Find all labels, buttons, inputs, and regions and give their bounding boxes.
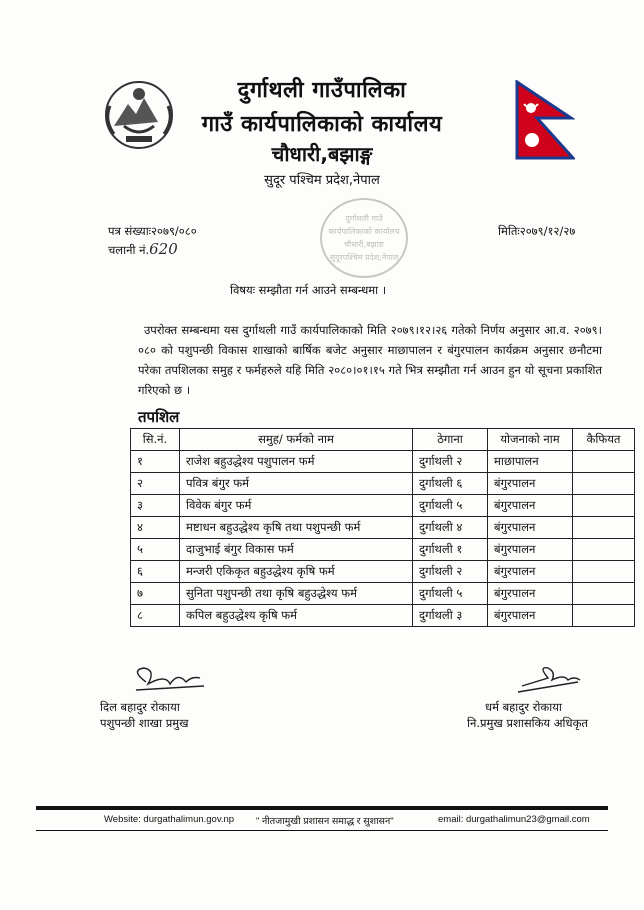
cell-scheme: माछापालन: [488, 451, 573, 473]
cell-remarks: [573, 605, 635, 627]
table-row: [131, 561, 635, 583]
office-province: सुदूर पश्चिम प्रदेश,नेपाल: [264, 173, 380, 188]
table-row: [131, 517, 635, 539]
table-row: [131, 539, 635, 561]
right-signatory-title: नि.प्रमुख प्रशासकिय अधिकृत: [467, 716, 588, 730]
cell-address: दुर्गाथली २: [413, 451, 488, 473]
cell-serial: ६: [131, 561, 180, 583]
cell-scheme: बंगुरपालन: [488, 495, 573, 517]
cell-address: दुर्गाथली ५: [413, 583, 488, 605]
cell-scheme: बंगुरपालन: [488, 583, 573, 605]
cell-address: दुर्गाथली १: [413, 539, 488, 561]
cell-serial: ३: [131, 495, 180, 517]
cell-scheme: बंगुरपालन: [488, 517, 573, 539]
schedule-table: [130, 428, 635, 627]
stamp-line3: चौधारी,बझाङ: [344, 240, 384, 249]
cell-address: दुर्गाथली ४: [413, 517, 488, 539]
office-subtitle: गाउँ कार्यपालिकाको कार्यालय: [201, 112, 443, 137]
cell-group-name: पवित्र बंगुर फर्म: [180, 473, 413, 495]
nepal-flag-icon: [515, 80, 575, 160]
col-group-name: समुह/ फर्मको नाम: [180, 429, 413, 451]
cell-remarks: [573, 561, 635, 583]
table-row: [131, 473, 635, 495]
cell-remarks: [573, 539, 635, 561]
cell-group-name: मन्जरी एकिकृत बहुउद्धेश्य कृषि फर्म: [180, 561, 413, 583]
cell-scheme: बंगुरपालन: [488, 473, 573, 495]
office-location: चौधारी,बझाङ्ग: [271, 142, 373, 166]
dispatch-number: [108, 240, 178, 258]
cell-remarks: [573, 451, 635, 473]
cell-remarks: [573, 583, 635, 605]
table-header-row: [131, 429, 635, 451]
col-address: ठेगाना: [413, 429, 488, 451]
table-row: [131, 583, 635, 605]
letter-date: मितिः२०७९/१२/२७: [498, 224, 576, 238]
table-row: [131, 605, 635, 627]
left-signature: [126, 664, 210, 696]
col-scheme: योजनाको नाम: [488, 429, 573, 451]
footer-slogan: " नीतजामुखी प्रशासन समाद्ध र सुशासन": [256, 816, 394, 827]
dispatch-handwritten: 620: [149, 240, 178, 258]
cell-address: दुर्गाथली ६: [413, 473, 488, 495]
cell-address: दुर्गाथली ३: [413, 605, 488, 627]
left-signatory-name: दिल बहादुर रोकाया: [100, 700, 180, 714]
right-signature: [508, 662, 588, 696]
schedule-title: तपशिल: [138, 408, 180, 426]
cell-address: दुर्गाथली ५: [413, 495, 488, 517]
subject-line: विषयः सम्झौता गर्न आउने सम्बन्धमा ।: [230, 283, 387, 297]
letter-number: पत्र संख्याः२०७९/०८०: [108, 224, 197, 238]
cell-address: दुर्गाथली २: [413, 561, 488, 583]
footer-rule-thin: [36, 830, 608, 831]
cell-group-name: दाजुभाई बंगुर विकास फर्म: [180, 539, 413, 561]
dispatch-label: चलानी नं.: [108, 243, 150, 257]
cell-remarks: [573, 495, 635, 517]
notice-body: उपरोक्त सम्बन्धमा यस दुर्गाथली गाउँ कार्यपालिकाको मिति २०७९।१२।२६ गतेको निर्णय अनुसार आ.व. २०७९।०८० को पशुपन्छी विकास शाखाको बार्षिक बजेट अनुसार माछापालन र बंगुरपालन कार्यक्रम अनुसार छनौटमा परेका तपशिलका समुह र फर्महरुले यहि मिति २०८०।०१।१५ गते भित्र सम्झौता गर्न आउन हुन यो सूचना प्रकाशित गरिएको छ ।: [138, 323, 602, 397]
cell-serial: ८: [131, 605, 180, 627]
cell-scheme: बंगुरपालन: [488, 561, 573, 583]
cell-group-name: विवेक बंगुर फर्म: [180, 495, 413, 517]
col-remarks: कैफियत: [573, 429, 635, 451]
footer-website: Website: durgathalimun.gov.np: [104, 814, 235, 825]
cell-remarks: [573, 517, 635, 539]
cell-group-name: कपिल बहुउद्धेश्य कृषि फर्म: [180, 605, 413, 627]
stamp-line4: सुदूरपश्चिम प्रदेश,नेपाल: [329, 253, 399, 262]
cell-scheme: बंगुरपालन: [488, 605, 573, 627]
table-row: [131, 451, 635, 473]
right-signatory-name: धर्म बहादुर रोकाया: [485, 700, 562, 714]
cell-group-name: मष्टाधन बहुउद्धेश्य कृषि तथा पशुपन्छी फर्म: [180, 517, 413, 539]
table-row: [131, 495, 635, 517]
cell-serial: ४: [131, 517, 180, 539]
cell-scheme: बंगुरपालन: [488, 539, 573, 561]
cell-serial: २: [131, 473, 180, 495]
stamp-line1: दुर्गाथली गाउँ: [345, 214, 383, 223]
office-name: दुर्गाथली गाउँपालिका: [237, 78, 407, 103]
cell-group-name: राजेश बहुउद्धेश्य पशुपालन फर्म: [180, 451, 413, 473]
cell-remarks: [573, 473, 635, 495]
cell-serial: ७: [131, 583, 180, 605]
col-serial: सि.नं.: [131, 429, 180, 451]
footer-rule-thick: [36, 806, 608, 810]
cell-serial: ५: [131, 539, 180, 561]
cell-group-name: सुनिता पशुपन्छी तथा कृषि बहुउद्धेश्य फर्म: [180, 583, 413, 605]
office-stamp: [320, 198, 408, 278]
cell-serial: १: [131, 451, 180, 473]
left-signatory-title: पशुपन्छी शाखा प्रमुख: [100, 716, 189, 730]
footer-email: email: durgathalimun23@gmail.com: [438, 814, 590, 825]
stamp-line2: कार्यपालिकाको कार्यालय: [328, 227, 400, 236]
